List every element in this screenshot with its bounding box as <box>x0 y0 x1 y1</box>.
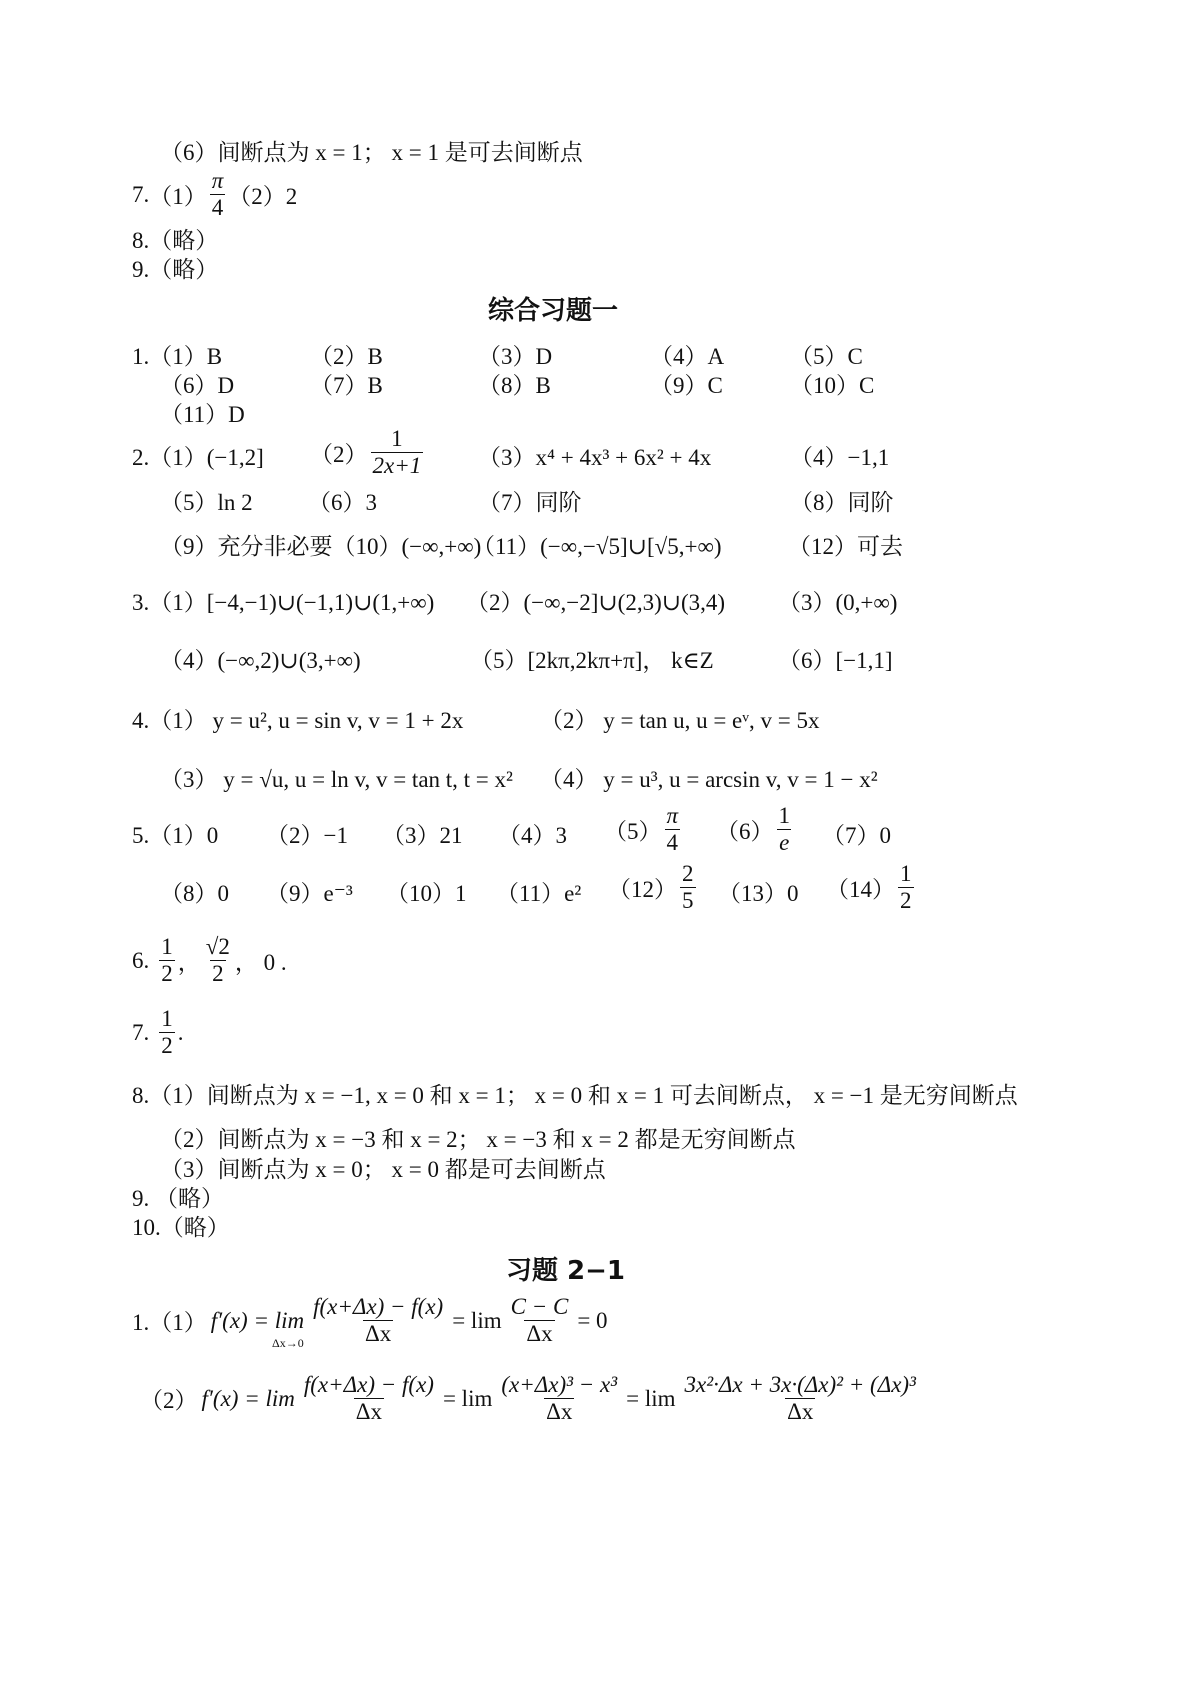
fraction: $\frac{\pi}{4}$ <box>666 803 679 856</box>
answer-line-7 <box>132 168 297 222</box>
q1-item: （7）B <box>310 373 383 398</box>
answer-line-9: 9.（略） <box>132 257 219 282</box>
q5-item <box>608 861 699 915</box>
q4-item: （2） y = tan u, u = eᵛ, v = 5x <box>540 708 820 733</box>
q2-item <box>310 426 426 480</box>
q2-item: 2.（1）(−1,2] <box>132 445 264 470</box>
q1-item: 1.（1）B <box>132 344 223 369</box>
q2-item: （12）可去 <box>788 534 903 559</box>
section-heading-2: 习题 2−1 <box>506 1256 626 1286</box>
q2-item: （7）同阶 <box>478 490 582 515</box>
q1-item: （2）B <box>310 344 383 369</box>
q8-line: 8.（1）间断点为 x = −1, x = 0 和 x = 1； x = 0 和 x = 1 可去间断点， x = −1 是无穷间断点 <box>132 1083 1018 1108</box>
fraction: $\frac{C - C}{\Delta x}$ <box>510 1294 569 1347</box>
q1-item: （10）C <box>790 373 875 398</box>
limit-subscript: Δx→0 <box>272 1336 304 1350</box>
q2-item: （6）3 <box>308 490 377 515</box>
q5-item: （4）3 <box>498 823 567 848</box>
q5-item: （7）0 <box>822 823 891 848</box>
fraction: $\frac{1}{2x+1}$ <box>372 426 422 479</box>
question-number: 7. <box>132 181 150 207</box>
q5-item: 5.（1）0 <box>132 823 219 848</box>
fraction: $\frac{f(x+\Delta x) - f(x)}{\Delta x}$ <box>313 1294 444 1347</box>
q1-item: （8）B <box>478 373 551 398</box>
sub-label: （14） <box>826 877 895 903</box>
q8-line: （3）间断点为 x = 0； x = 0 都是可去间断点 <box>160 1157 606 1182</box>
q7-line: 7. $\frac{1}{2}$ . <box>132 1006 184 1059</box>
q2-item: （5）ln 2 <box>160 490 253 515</box>
q8-line: （2）间断点为 x = −3 和 x = 2； x = −3 和 x = 2 都是无穷间断点 <box>160 1127 796 1152</box>
q2-item: （4）−1,1 <box>790 445 890 470</box>
q3-item: （6）[−1,1] <box>778 648 893 673</box>
question-number: 6. <box>132 947 150 973</box>
q5-item <box>604 803 683 857</box>
sub-answer: （2）2 <box>228 184 298 210</box>
q1-item: （3）D <box>478 344 553 369</box>
q5-item: （8）0 <box>160 881 229 906</box>
sub-label: （2） <box>310 442 368 468</box>
answer-line-8: 8.（略） <box>132 228 219 253</box>
section-heading-1: 综合习题一 <box>488 296 619 326</box>
fraction: $\frac{1}{2}$ <box>161 1006 173 1059</box>
q5-item: （3）21 <box>382 823 463 848</box>
question-number: 7. <box>132 1019 150 1045</box>
fraction: $\frac{√2}{2}$ <box>205 934 230 987</box>
q2-item: （11）(−∞,−√5]∪[√5,+∞) <box>472 534 722 559</box>
equation-2: （2） f′(x) = lim $\frac{f(x+\Delta x) - f(x)}{\Delta x}$ = lim $\frac{\text{(x+Δx)³ − x³}}{\Delta x}$ = lim $\frac{\text{3x²·Δx + 3x·(Δx)² + (Δx)³}}{\Delta x}$ <box>140 1372 916 1425</box>
q5-item <box>826 861 917 915</box>
derivative-lhs: f′(x) = lim <box>201 1385 295 1411</box>
q5-item <box>716 803 795 857</box>
fraction: $\frac{2}{5}$ <box>682 861 694 914</box>
fraction: $\frac{1}{2}$ <box>161 934 173 987</box>
fraction: $\frac{\text{(x+Δx)³ − x³}}{\Delta x}$ <box>501 1372 618 1425</box>
derivative-lhs: f′(x) = lim <box>210 1307 305 1333</box>
q5-item: （2）−1 <box>266 823 348 848</box>
q2-item: （9）充分非必要（10）(−∞,+∞) <box>160 534 482 559</box>
q6-line: 6. $\frac{1}{2}$ ， $\frac{√2}{2}$ ， 0 . <box>132 934 287 987</box>
q3-item: （3）(0,+∞) <box>778 590 898 615</box>
q1-item: （4）A <box>650 344 725 369</box>
q1-item: （5）C <box>790 344 863 369</box>
q4-item: （3） y = √u, u = ln v, v = tan t, t = x² <box>160 767 513 792</box>
q5-item: （13）0 <box>718 881 799 906</box>
q5-item: （9）e⁻³ <box>266 881 353 906</box>
sub-label: （5） <box>604 819 662 845</box>
sub-label: （1） <box>149 184 207 210</box>
q4-item: 4.（1） y = u², u = sin v, v = 1 + 2x <box>132 708 464 733</box>
q3-item: 3.（1）[−4,−1)∪(−1,1)∪(1,+∞) <box>132 590 435 615</box>
answer-line-6: （6）间断点为 x = 1； x = 1 是可去间断点 <box>160 140 583 165</box>
equation-1: 1.（1） f′(x) = lim $\frac{f(x+\Delta x) - f(x)}{\Delta x}$ = lim $\frac{C - C}{\Delta x}$ = 0 <box>132 1294 608 1347</box>
q4-item: （4） y = u³, u = arcsin v, v = 1 − x² <box>540 767 878 792</box>
sub-label: 1.（1） <box>132 1310 207 1336</box>
q9-line: 9. （略） <box>132 1186 224 1211</box>
q1-item: （9）C <box>650 373 723 398</box>
q1-item: （6）D <box>160 373 235 398</box>
q5-item: （11）e² <box>496 881 582 906</box>
q3-item: （5）[2kπ,2kπ+π]， k∈Z <box>470 648 714 673</box>
sub-label: （6） <box>716 819 774 845</box>
fraction: $\frac{\text{3x²·Δx + 3x·(Δx)² + (Δx)³}}{\Delta x}$ <box>684 1372 916 1425</box>
q2-item: （3）x⁴ + 4x³ + 6x² + 4x <box>478 445 712 470</box>
sub-label: （2） <box>140 1388 198 1414</box>
fraction: $\frac{f(x+\Delta x) - f(x)}{\Delta x}$ <box>303 1372 434 1425</box>
q3-item: （2）(−∞,−2]∪(2,3)∪(3,4) <box>466 590 726 615</box>
q1-item: （11）D <box>160 402 245 427</box>
sub-label: （12） <box>608 877 677 903</box>
q5-item: （10）1 <box>386 881 467 906</box>
q10-line: 10.（略） <box>132 1215 230 1240</box>
fraction: $\frac{1}{2}$ <box>900 861 912 914</box>
q3-item: （4）(−∞,2)∪(3,+∞) <box>160 648 361 673</box>
q2-item: （8）同阶 <box>790 490 894 515</box>
fraction: $\frac{1}{e}$ <box>778 803 790 856</box>
fraction-pi-over-4: $\frac{\pi}{4}$ <box>211 168 224 221</box>
